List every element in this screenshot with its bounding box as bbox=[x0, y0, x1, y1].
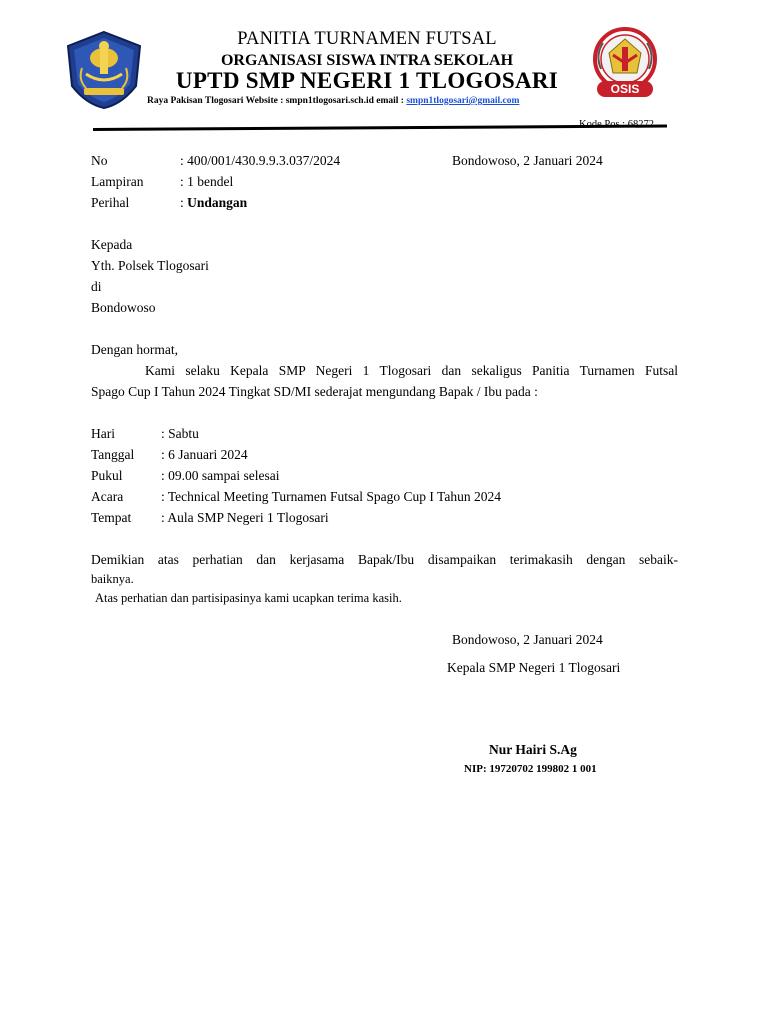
recipient-di: di bbox=[91, 279, 102, 294]
school-title: UPTD SMP NEGERI 1 TLOGOSARI bbox=[175, 68, 559, 93]
header-divider bbox=[93, 124, 667, 131]
perihal-value bbox=[180, 195, 247, 211]
signature-title: Kepala SMP Negeri 1 Tlogosari bbox=[447, 660, 621, 675]
detail-value-pukul: : 09.00 sampai selesai bbox=[161, 468, 280, 483]
detail-label-pukul: Pukul bbox=[91, 468, 123, 483]
committee-title: PANITIA TURNAMEN FUTSAL bbox=[237, 29, 497, 49]
detail-value-tempat: : Aula SMP Negeri 1 Tlogosari bbox=[161, 510, 329, 525]
detail-value-tanggal: : 6 Januari 2024 bbox=[161, 447, 248, 462]
body-paragraph-line-1: Kami selaku Kepala SMP Negeri 1 Tlogosari dan sekaligus Panitia Turnamen Futsal bbox=[145, 363, 678, 378]
header-place-date: Bondowoso, 2 Januari 2024 bbox=[452, 153, 603, 168]
email-link[interactable]: smpn1tlogosari@gmail.com bbox=[406, 96, 520, 106]
detail-label-tanggal: Tanggal bbox=[91, 447, 135, 462]
lampiran-value: : 1 bendel bbox=[180, 174, 234, 189]
perihal-colon: : bbox=[180, 195, 184, 210]
greeting: Dengan hormat, bbox=[91, 342, 178, 357]
perihal-subject: Undangan bbox=[187, 195, 248, 210]
no-value: : 400/001/430.9.9.3.037/2024 bbox=[180, 153, 341, 168]
signatory-name: Nur Hairi S.Ag bbox=[489, 742, 577, 757]
lampiran-label: Lampiran bbox=[91, 174, 144, 189]
detail-value-hari: : Sabtu bbox=[161, 426, 199, 441]
recipient-city: Bondowoso bbox=[91, 300, 156, 315]
address-text: Raya Pakisan Tlogosari Website : smpn1tlogosari.sch.id email : bbox=[147, 96, 407, 106]
closing-thanks: Atas perhatian dan partisipasinya kami ucapkan terima kasih. bbox=[95, 591, 402, 605]
recipient-name: Yth. Polsek Tlogosari bbox=[91, 258, 209, 273]
detail-label-tempat: Tempat bbox=[91, 510, 132, 525]
body-paragraph-line-2: Spago Cup I Tahun 2024 Tingkat SD/MI sederajat mengundang Bapak / Ibu pada : bbox=[91, 384, 538, 399]
no-label: No bbox=[91, 153, 108, 168]
detail-label-acara: Acara bbox=[91, 489, 124, 504]
closing-paragraph-line-1: Demikian atas perhatian dan kerjasama Bapak/Ibu disampaikan terimakasih dengan sebaik- bbox=[91, 552, 678, 567]
signatory-nip: NIP: 19720702 199802 1 001 bbox=[464, 763, 597, 775]
perihal-label: Perihal bbox=[91, 195, 130, 210]
osis-logo-text: OSIS bbox=[610, 82, 640, 96]
signature-place-date: Bondowoso, 2 Januari 2024 bbox=[452, 632, 603, 647]
school-address bbox=[147, 96, 519, 106]
closing-paragraph-line-2: baiknya. bbox=[91, 572, 134, 586]
recipient-kepada: Kepada bbox=[91, 237, 133, 252]
organization-title: ORGANISASI SISWA INTRA SEKOLAH bbox=[220, 52, 514, 69]
detail-label-hari: Hari bbox=[91, 426, 115, 441]
detail-value-acara: : Technical Meeting Turnamen Futsal Spago Cup I Tahun 2024 bbox=[161, 489, 501, 504]
